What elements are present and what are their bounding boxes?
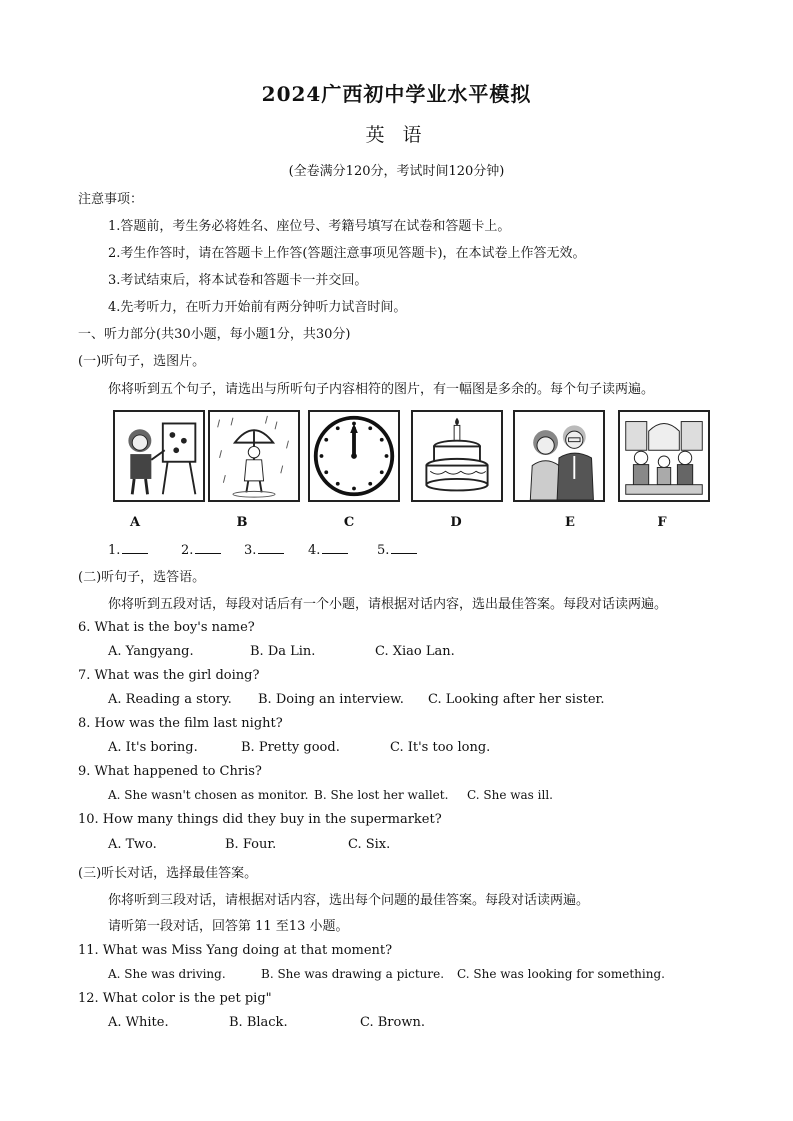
subject-title: 英 语 — [365, 124, 428, 146]
family-scene-icon — [618, 410, 710, 502]
option-7b[interactable]: B. Doing an interview. — [258, 692, 404, 707]
clock-icon — [308, 410, 400, 502]
notice-heading: 注意事项： — [78, 192, 144, 207]
notice-item: 2.考生作答时，请在答题卡上作答(答题注意事项见答题卡)，在本试卷上作答无效。 — [108, 246, 586, 261]
picture-label: F — [657, 515, 667, 530]
rain-umbrella-icon — [208, 410, 300, 502]
option-12a[interactable]: A. White. — [108, 1015, 169, 1030]
answer-blank[interactable]: 5. — [377, 541, 417, 558]
option-6a[interactable]: A. Yangyang. — [108, 644, 194, 659]
picture-label: A — [129, 515, 141, 530]
option-11a[interactable]: A. She was driving. — [108, 967, 226, 981]
option-12c[interactable]: C. Brown. — [360, 1015, 425, 1030]
option-10c[interactable]: C. Six. — [348, 837, 391, 852]
question-10: 10. How many things did they buy in the supermarket? — [78, 812, 442, 827]
option-9b[interactable]: B. She lost her wallet. — [314, 788, 449, 802]
exam-note: (全卷满分120分，考试时间120分钟) — [288, 164, 505, 179]
option-6b[interactable]: B. Da Lin. — [250, 644, 316, 659]
option-9c[interactable]: C. She was ill. — [467, 788, 553, 802]
question-6: 6. What is the boy's name? — [78, 620, 255, 635]
girl-painting-icon — [113, 410, 205, 502]
option-12b[interactable]: B. Black. — [229, 1015, 288, 1030]
notice-item: 3.考试结束后，将本试卷和答题卡一并交回。 — [108, 273, 368, 288]
question-11: 11. What was Miss Yang doing at that moment? — [78, 943, 393, 958]
picture-label: E — [565, 515, 575, 530]
section2-instruction: 你将听到五段对话，每段对话后有一个小题，请根据对话内容，选出最佳答案。每段对话读两遍。 — [108, 597, 668, 612]
picture-label: C — [343, 515, 355, 530]
section3-heading: (三)听长对话，选择最佳答案。 — [78, 866, 258, 881]
section3-instruction: 你将听到三段对话，请根据对话内容，选出每个问题的最佳答案。每段对话读两遍。 — [108, 893, 590, 908]
birthday-cake-icon — [411, 410, 503, 502]
option-11c[interactable]: C. She was looking for something. — [457, 967, 665, 981]
option-8b[interactable]: B. Pretty good. — [241, 740, 340, 755]
option-11b[interactable]: B. She was drawing a picture. — [261, 967, 445, 981]
option-10b[interactable]: B. Four. — [225, 837, 277, 852]
question-7: 7. What was the girl doing? — [78, 668, 260, 683]
page-title: 2024广西初中学业水平模拟 — [261, 82, 532, 106]
option-8c[interactable]: C. It's too long. — [390, 740, 491, 755]
part1-heading: 一、听力部分(共30小题，每小题1分，共30分) — [78, 327, 351, 342]
option-7c[interactable]: C. Looking after her sister. — [428, 692, 605, 707]
notice-item: 4.先考听力，在听力开始前有两分钟听力试音时间。 — [108, 300, 407, 315]
question-9: 9. What happened to Chris? — [78, 764, 262, 779]
old-couple-icon — [513, 410, 605, 502]
answer-blank[interactable]: 1. — [108, 541, 148, 558]
section1-instruction: 你将听到五个句子，请选出与所听句子内容相符的图片，有一幅图是多余的。每个句子读两遍。 — [108, 382, 655, 397]
answer-blank[interactable]: 2. — [181, 541, 221, 558]
option-8a[interactable]: A. It's boring. — [108, 740, 198, 755]
option-7a[interactable]: A. Reading a story. — [108, 692, 232, 707]
section1-heading: (一)听句子，选图片。 — [78, 354, 206, 369]
option-9a[interactable]: A. She wasn't chosen as monitor. — [108, 788, 309, 802]
question-8: 8. How was the film last night? — [78, 716, 283, 731]
answer-blank[interactable]: 3. — [244, 541, 284, 558]
section3-sub-instruction: 请听第一段对话，回答第 11 至13 小题。 — [108, 919, 349, 934]
answer-blank[interactable]: 4. — [308, 541, 348, 558]
section2-heading: (二)听句子，选答语。 — [78, 570, 206, 585]
picture-row — [113, 410, 713, 506]
option-10a[interactable]: A. Two. — [108, 837, 157, 852]
picture-label: B — [236, 515, 248, 530]
picture-label: D — [450, 515, 462, 530]
option-6c[interactable]: C. Xiao Lan. — [375, 644, 455, 659]
question-12: 12. What color is the pet pig" — [78, 991, 272, 1006]
notice-item: 1.答题前，考生务必将姓名、座位号、考籍号填写在试卷和答题卡上。 — [108, 219, 511, 234]
